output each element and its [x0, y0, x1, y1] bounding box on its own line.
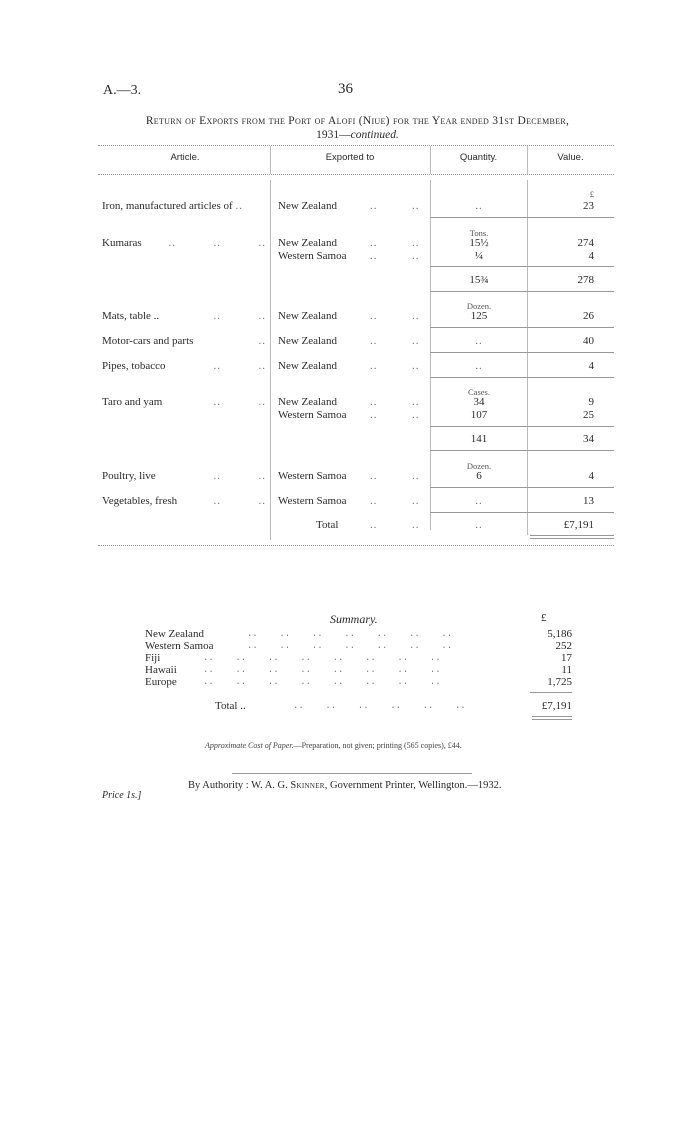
- qty-taro-subtotal: 141: [470, 433, 488, 445]
- dest-mats: New Zealand .. ..: [278, 310, 420, 322]
- dest-pipes: New Zealand .. ..: [278, 360, 420, 372]
- printer-imprint: By Authority : W. A. G. Skinner, Government Printer, Wellington.—1932.: [188, 780, 502, 791]
- qty-taro-nz: 34: [473, 396, 485, 408]
- dest-taro-samoa: Western Samoa .. ..: [278, 409, 420, 421]
- summary-row: Europe .. .. .. .. .. .. .. .. 1,725: [145, 676, 572, 688]
- table-title: Return of Exports from the Port of Alofi (Niue) for the Year ended 31st December,: [145, 115, 570, 127]
- total-label: Total: [316, 519, 339, 531]
- summary-title: Summary.: [330, 612, 378, 626]
- value-unit-pound: £: [589, 189, 594, 199]
- dest-iron: New Zealand .. ..: [278, 200, 420, 212]
- qty-unit-tons: Tons.: [469, 228, 489, 238]
- qty-unit-dozen: Dozen.: [466, 461, 492, 471]
- total-dots: ..: [370, 519, 378, 531]
- qty-taro-samoa: 107: [470, 409, 488, 421]
- table-bottom-rule: [98, 545, 614, 546]
- dest-vegetables: Western Samoa .. ..: [278, 495, 420, 507]
- total-value: £7,191: [563, 519, 594, 531]
- value-kumaras-nz: 274: [577, 237, 594, 249]
- cost-note: Approximate Cost of Paper.—Preparation, not given; printing (565 copies), £44.: [205, 741, 462, 750]
- header-bottom-rule: [98, 174, 614, 175]
- value-kumaras-samoa: 4: [588, 250, 594, 262]
- qty-iron: ..: [475, 200, 483, 212]
- row-rule: [430, 352, 614, 353]
- footer-rule: [232, 773, 472, 774]
- summary-double-rule: [532, 716, 572, 717]
- row-rule: [430, 487, 614, 488]
- document-reference: A.—3.: [103, 83, 142, 98]
- column-divider: [430, 180, 431, 530]
- row-rule: [430, 327, 614, 328]
- price-note: Price 1s.]: [102, 790, 142, 801]
- row-rule: [430, 426, 614, 427]
- value-mats: 26: [583, 310, 594, 322]
- column-divider: [270, 180, 271, 540]
- row-rule: [430, 450, 614, 451]
- qty-kumaras-nz: 15½: [469, 237, 489, 249]
- value-vegetables: 13: [583, 495, 594, 507]
- row-rule: [430, 266, 614, 267]
- qty-pipes: ..: [475, 360, 483, 372]
- qty-unit-cases: Cases.: [468, 387, 490, 397]
- table-top-rule: [98, 145, 614, 146]
- value-pipes: 4: [588, 360, 594, 372]
- summary-double-rule: [532, 719, 572, 720]
- summary-row: Hawaii .. .. .. .. .. .. .. .. 11: [145, 664, 572, 676]
- qty-mats: 125: [470, 310, 488, 322]
- total-qty: ..: [475, 519, 483, 531]
- summary-rule: [530, 692, 572, 693]
- page-number: 36: [338, 81, 353, 97]
- qty-unit-dozen: Dozen.: [466, 301, 492, 311]
- dest-kumaras-nz: New Zealand .. ..: [278, 237, 420, 249]
- dest-kumaras-samoa: Western Samoa .. ..: [278, 250, 420, 262]
- value-iron: 23: [583, 200, 594, 212]
- article-mats: Mats, table .. .. ..: [102, 310, 266, 322]
- value-taro-subtotal: 34: [583, 433, 594, 445]
- qty-kumaras-samoa: ¼: [474, 250, 484, 262]
- article-vegetables: Vegetables, fresh .. ..: [102, 495, 266, 507]
- summary-row: New Zealand .. .. .. .. .. .. .. 5,186: [145, 628, 572, 640]
- dest-motor-cars: New Zealand .. ..: [278, 335, 420, 347]
- summary-row: Western Samoa .. .. .. .. .. .. .. 252: [145, 640, 572, 652]
- summary-unit: £: [541, 612, 547, 624]
- column-header-quantity: Quantity.: [459, 152, 498, 163]
- row-rule: [430, 291, 614, 292]
- total-double-rule: [530, 535, 614, 536]
- article-poultry: Poultry, live .. ..: [102, 470, 266, 482]
- value-taro-samoa: 25: [583, 409, 594, 421]
- column-header-value: Value.: [557, 152, 584, 163]
- total-double-rule: [530, 538, 614, 539]
- dest-taro-nz: New Zealand .. ..: [278, 396, 420, 408]
- qty-vegetables: ..: [475, 495, 483, 507]
- column-header-exported-to: Exported to: [325, 152, 375, 163]
- row-rule: [430, 217, 614, 218]
- article-motor-cars: Motor-cars and parts ..: [102, 335, 266, 347]
- value-kumaras-subtotal: 278: [577, 274, 594, 286]
- qty-motor-cars: ..: [475, 335, 483, 347]
- value-taro-nz: 9: [588, 396, 594, 408]
- row-rule: [430, 377, 614, 378]
- article-pipes: Pipes, tobacco .. ..: [102, 360, 266, 372]
- column-header-article: Article.: [170, 152, 200, 163]
- qty-poultry: 6: [476, 470, 482, 482]
- summary-total-row: Total .. .. .. .. .. .. .. £7,191: [215, 700, 572, 712]
- summary-row: Fiji .. .. .. .. .. .. .. .. 17: [145, 652, 572, 664]
- value-poultry: 4: [588, 470, 594, 482]
- qty-kumaras-subtotal: 15¾: [469, 274, 489, 286]
- article-kumaras: Kumaras .. .. ..: [102, 237, 266, 249]
- article-iron: Iron, manufactured articles of ..: [102, 200, 243, 212]
- dest-poultry: Western Samoa .. ..: [278, 470, 420, 482]
- row-rule: [430, 512, 614, 513]
- value-motor-cars: 40: [583, 335, 594, 347]
- article-taro-yam: Taro and yam .. ..: [102, 396, 266, 408]
- total-dots: ..: [412, 519, 420, 531]
- table-title-continued: 1931—continued.: [316, 129, 399, 141]
